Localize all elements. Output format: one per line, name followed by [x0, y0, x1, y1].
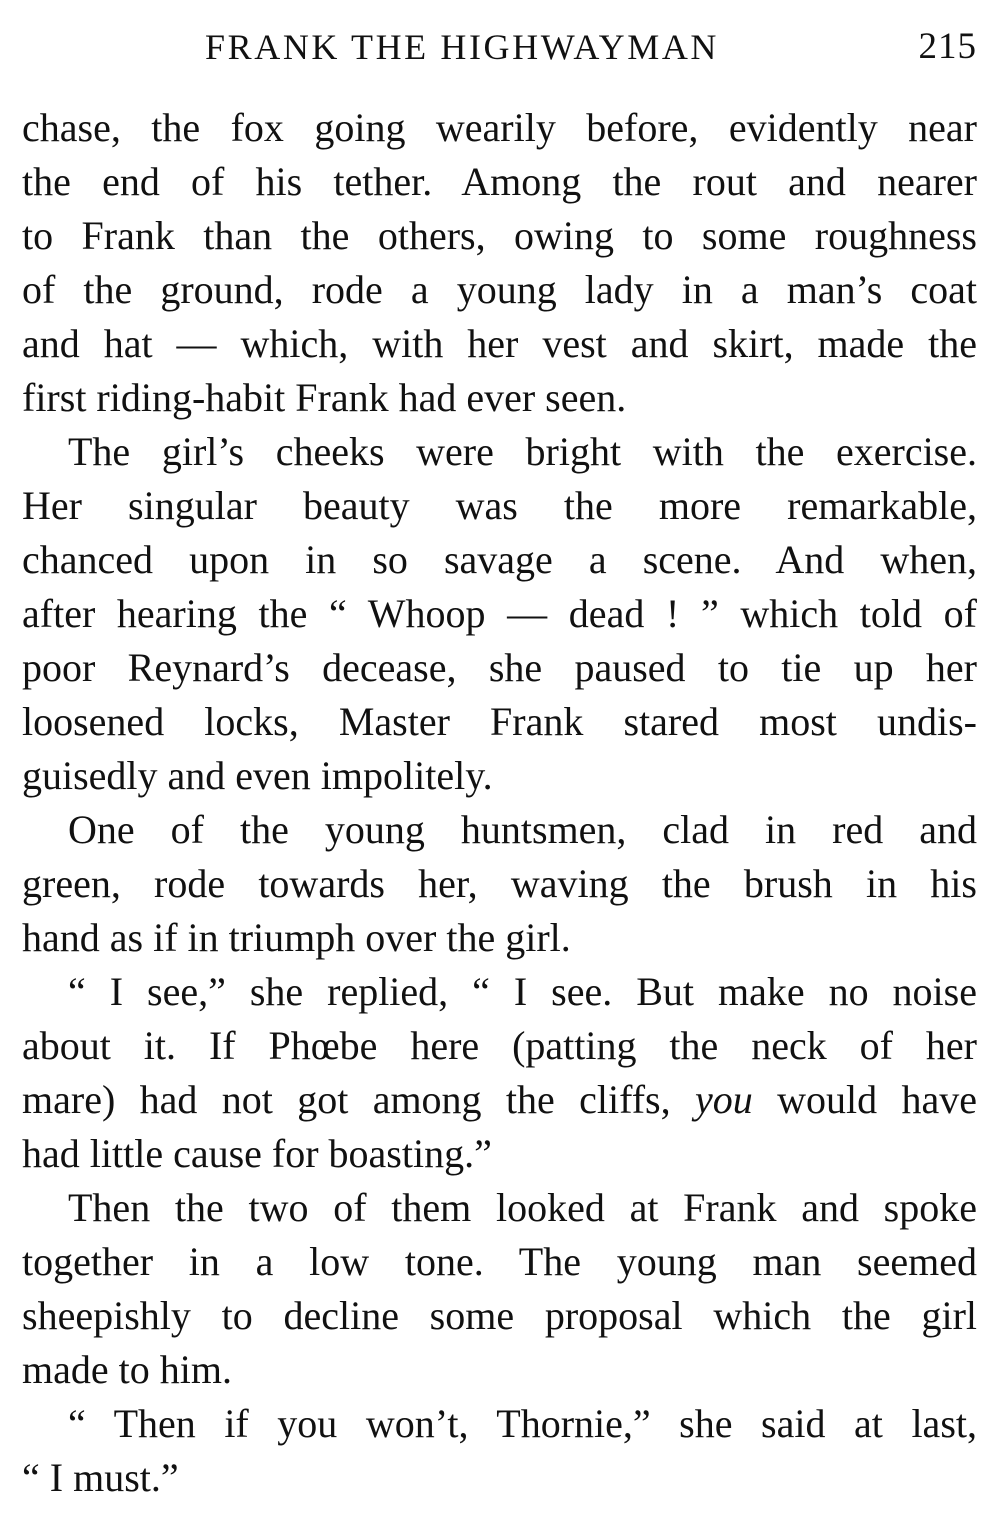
text-line: after hearing the “ Whoop — dead ! ” which told of — [22, 591, 977, 636]
emphasized-word: you — [695, 1077, 753, 1122]
text-line: to Frank than the others, owing to some roughness — [22, 213, 977, 258]
text-line: poor Reynard’s decease, she paused to tie up her — [22, 645, 977, 690]
paragraph — [22, 101, 977, 425]
text-line: green, rode towards her, waving the brush in his — [22, 861, 977, 906]
body-text — [22, 101, 977, 1505]
text-line: had little cause for boasting.” — [22, 1131, 492, 1176]
text-line: One of the young huntsmen, clad in red and — [68, 807, 977, 852]
paragraph — [22, 1397, 977, 1505]
running-head: FRANK THE HIGHWAYMAN — [205, 27, 720, 67]
paragraph — [22, 1181, 977, 1397]
text-line: loosened locks, Master Frank stared most undis- — [22, 699, 977, 744]
text-line: “ I see,” she replied, “ I see. But make no noise — [68, 969, 977, 1014]
text-segment: mare) had not got among the cliffs, — [22, 1077, 671, 1122]
text-line: hand as if in triumph over the girl. — [22, 915, 571, 960]
text-line: and hat — which, with her vest and skirt, made the — [22, 321, 977, 366]
text-line: the end of his tether. Among the rout and nearer — [22, 159, 977, 204]
text-line: “ I must.” — [22, 1455, 179, 1500]
paragraph — [22, 803, 977, 965]
text-line: of the ground, rode a young lady in a man’s coat — [22, 267, 977, 312]
text-line: about it. If Phœbe here (patting the neck of her — [22, 1023, 977, 1068]
text-line: chanced upon in so savage a scene. And when, — [22, 537, 977, 582]
text-segment: would have — [777, 1077, 977, 1122]
page-number: 215 — [918, 26, 977, 67]
text-line: The girl’s cheeks were bright with the exercise. — [68, 429, 977, 474]
text-line: first riding-habit Frank had ever seen. — [22, 375, 627, 420]
text-line — [22, 1073, 977, 1127]
text-line: Then the two of them looked at Frank and spoke — [68, 1185, 977, 1230]
text-line: made to him. — [22, 1347, 232, 1392]
page-header — [22, 22, 977, 72]
text-line: “ Then if you won’t, Thornie,” she said at last, — [68, 1401, 977, 1446]
text-line: Her singular beauty was the more remarkable, — [22, 483, 977, 528]
text-line: chase, the fox going wearily before, evidently near — [22, 105, 977, 150]
paragraph — [22, 425, 977, 803]
paragraph — [22, 965, 977, 1181]
text-line: guisedly and even impolitely. — [22, 753, 493, 798]
text-line: together in a low tone. The young man seemed — [22, 1239, 977, 1284]
text-line: sheepishly to decline some proposal which the girl — [22, 1293, 977, 1338]
